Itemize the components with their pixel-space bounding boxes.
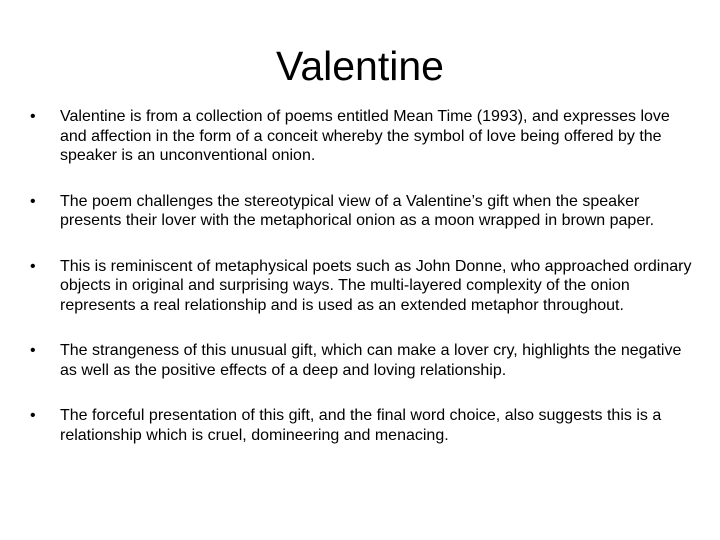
bullet-item bbox=[30, 406, 694, 445]
bullet-text: Valentine is from a collection of poems entitled Mean Time (1993), and expresses love and affection in the form of a conceit whereby the symbol of love being offered by the speaker is an unconventional onion. bbox=[60, 108, 670, 164]
slide-title: Valentine bbox=[276, 43, 444, 89]
bullet-marker: • bbox=[30, 257, 36, 275]
bullet-item bbox=[30, 257, 694, 316]
bullet-marker: • bbox=[30, 342, 36, 359]
bullet-text: The strangeness of this unusual gift, which can make a lover cry, highlights the negative as well as the positive effects of a deep and loving relationship. bbox=[60, 342, 682, 379]
bullet-marker: • bbox=[30, 108, 36, 125]
bullet-marker: • bbox=[30, 407, 36, 424]
bullet-marker: • bbox=[30, 192, 36, 210]
bullet-item bbox=[30, 107, 694, 166]
bullet-text: The forceful presentation of this gift, and the final word choice, also suggests this is a relationship which is cruel, domineering and menacing. bbox=[60, 407, 662, 444]
bullet-item bbox=[30, 192, 694, 231]
bullet-text: This is reminiscent of metaphysical poets such as John Donne, who approached ordinary objects in original and surprising ways. The multi-layered complexity of the onion represents a real relationship and is used as an extended metaphor throughout. bbox=[60, 257, 692, 314]
bullet-item bbox=[30, 341, 694, 380]
bullet-text: The poem challenges the stereotypical view of a Valentine’s gift when the speaker presents their lover with the metaphorical onion as a moon wrapped in brown paper. bbox=[60, 192, 655, 229]
bullet-list bbox=[30, 107, 694, 471]
